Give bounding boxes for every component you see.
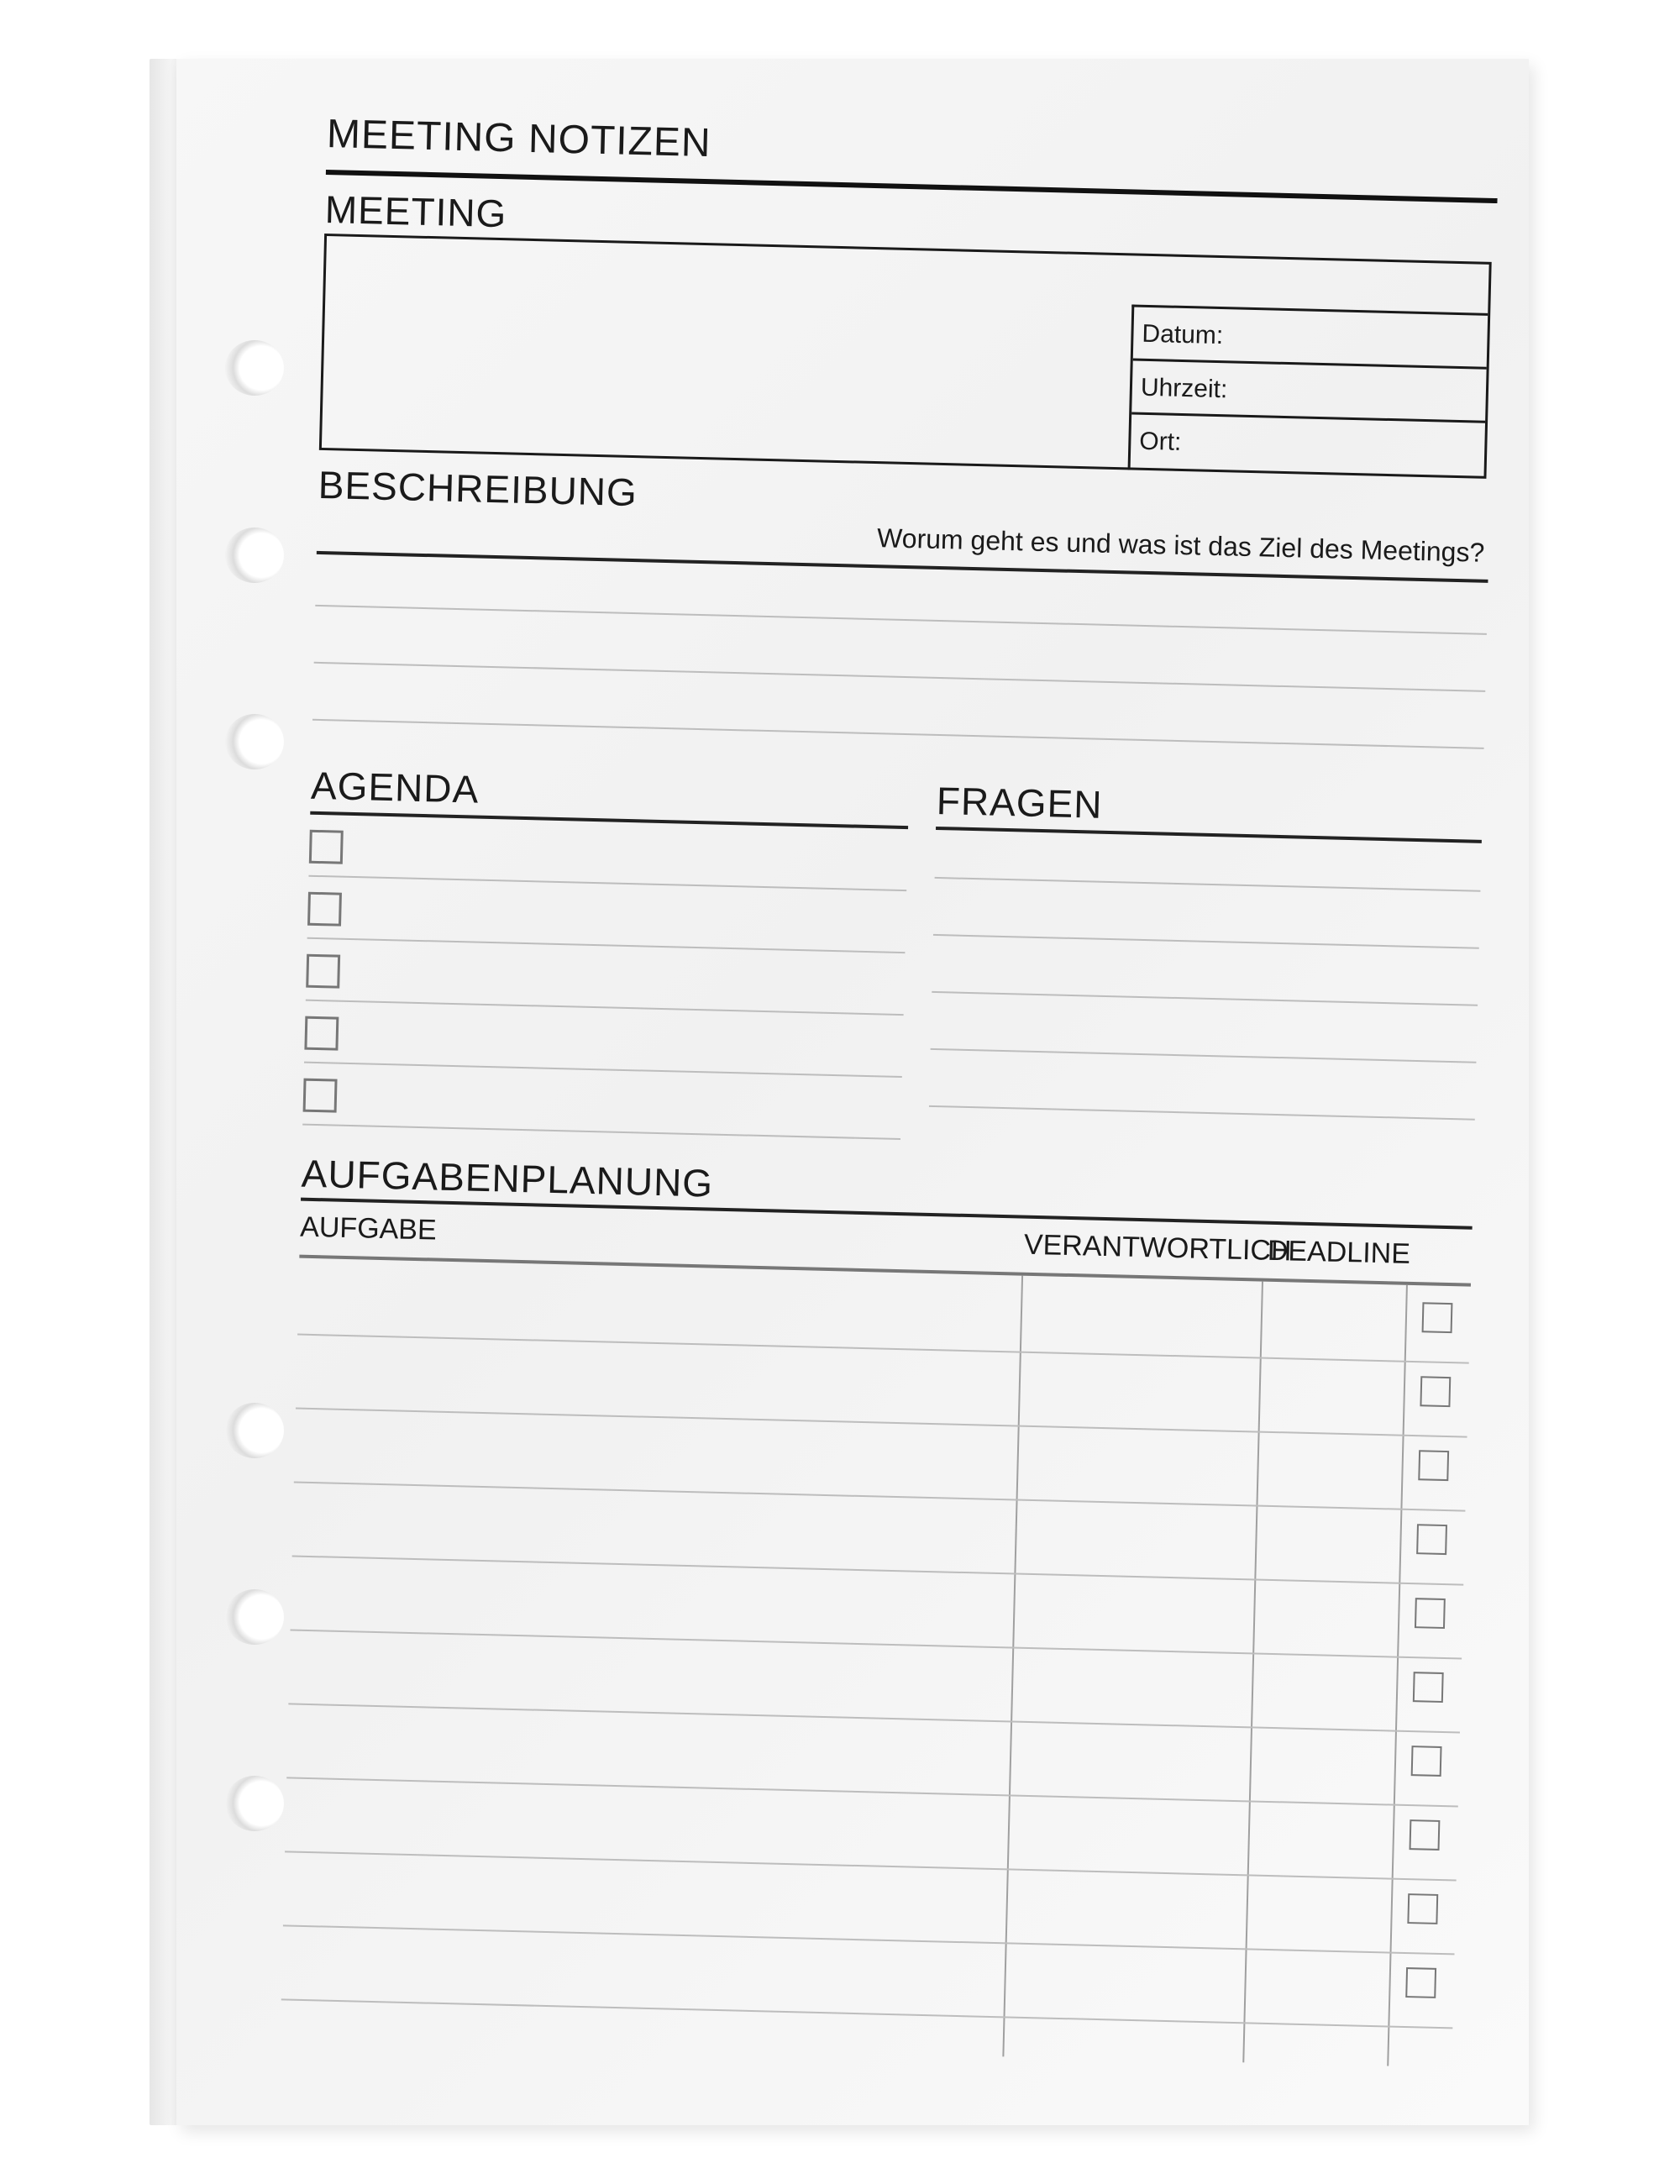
description-heading: BESCHREIBUNG (318, 462, 638, 515)
task-checkbox[interactable] (1415, 1598, 1446, 1629)
description-line[interactable] (315, 605, 1487, 635)
questions-line[interactable] (931, 1048, 1477, 1063)
task-checkbox[interactable] (1410, 1819, 1441, 1851)
location-field[interactable]: Ort: (1138, 427, 1182, 456)
page-title: MEETING NOTIZEN (326, 111, 712, 166)
task-checkbox[interactable] (1420, 1376, 1451, 1407)
questions-line[interactable] (932, 991, 1478, 1006)
task-row-line[interactable] (281, 1998, 1453, 2029)
task-row-line[interactable] (286, 1777, 1458, 1807)
tasks-rule (301, 1198, 1473, 1230)
done-column-divider (1387, 1285, 1408, 2066)
deadline-column-header: DEADLINE (1267, 1234, 1411, 1270)
punch-holes (225, 0, 292, 2184)
meeting-heading: MEETING (324, 186, 507, 236)
task-column-header: AUFGABE (299, 1210, 438, 1247)
questions-heading: FRAGEN (936, 778, 1104, 827)
agenda-line[interactable] (306, 1000, 904, 1016)
task-checkbox[interactable] (1413, 1672, 1444, 1703)
task-row-line[interactable] (297, 1334, 1469, 1364)
agenda-checkbox[interactable] (303, 1079, 338, 1113)
agenda-rule (310, 811, 908, 829)
agenda-checkbox[interactable] (309, 830, 344, 864)
questions-line[interactable] (935, 877, 1481, 892)
task-checkbox[interactable] (1422, 1302, 1453, 1333)
questions-line[interactable] (933, 934, 1479, 949)
description-hint: Worum geht es und was ist das Ziel des Meetings? (876, 522, 1485, 568)
time-field[interactable]: Uhrzeit: (1131, 361, 1486, 423)
punch-hole (225, 1403, 284, 1458)
task-row-line[interactable] (285, 1851, 1457, 1881)
description-line[interactable] (312, 719, 1484, 749)
questions-line[interactable] (929, 1105, 1475, 1121)
task-checkbox[interactable] (1416, 1524, 1447, 1555)
punch-hole (225, 528, 284, 583)
agenda-heading: AGENDA (310, 763, 480, 811)
task-row-line[interactable] (283, 1924, 1455, 1955)
punch-hole (225, 1776, 284, 1831)
owner-column-divider (1002, 1276, 1023, 2057)
form-content (279, 101, 1504, 2128)
agenda-line[interactable] (308, 875, 906, 891)
description-line[interactable] (314, 662, 1486, 692)
meeting-box[interactable] (319, 234, 1492, 479)
task-row-line[interactable] (296, 1408, 1467, 1438)
punch-hole (225, 714, 284, 769)
owner-column-header: VERANTWORTLICH (1023, 1228, 1292, 1268)
task-checkbox[interactable] (1411, 1746, 1442, 1777)
questions-rule (936, 827, 1482, 843)
agenda-checkbox[interactable] (304, 1016, 339, 1051)
task-row-line[interactable] (290, 1629, 1462, 1659)
agenda-line[interactable] (304, 1062, 902, 1078)
task-row-line[interactable] (292, 1555, 1464, 1585)
task-checkbox[interactable] (1407, 1893, 1438, 1924)
date-field[interactable]: Datum: (1133, 307, 1488, 370)
tasks-heading: AUFGABENPLANUNG (301, 1151, 714, 1205)
task-row-line[interactable] (294, 1482, 1466, 1512)
agenda-checkbox[interactable] (307, 892, 342, 927)
agenda-line[interactable] (302, 1124, 900, 1140)
punch-hole (225, 340, 284, 396)
deadline-column-divider (1242, 1282, 1263, 2063)
punch-hole (225, 1589, 284, 1645)
task-checkbox[interactable] (1418, 1450, 1449, 1481)
agenda-line[interactable] (307, 937, 906, 953)
agenda-checkbox[interactable] (306, 954, 340, 989)
meeting-fields (1128, 304, 1488, 478)
task-row-line[interactable] (288, 1703, 1460, 1733)
task-checkbox[interactable] (1405, 1967, 1436, 1998)
